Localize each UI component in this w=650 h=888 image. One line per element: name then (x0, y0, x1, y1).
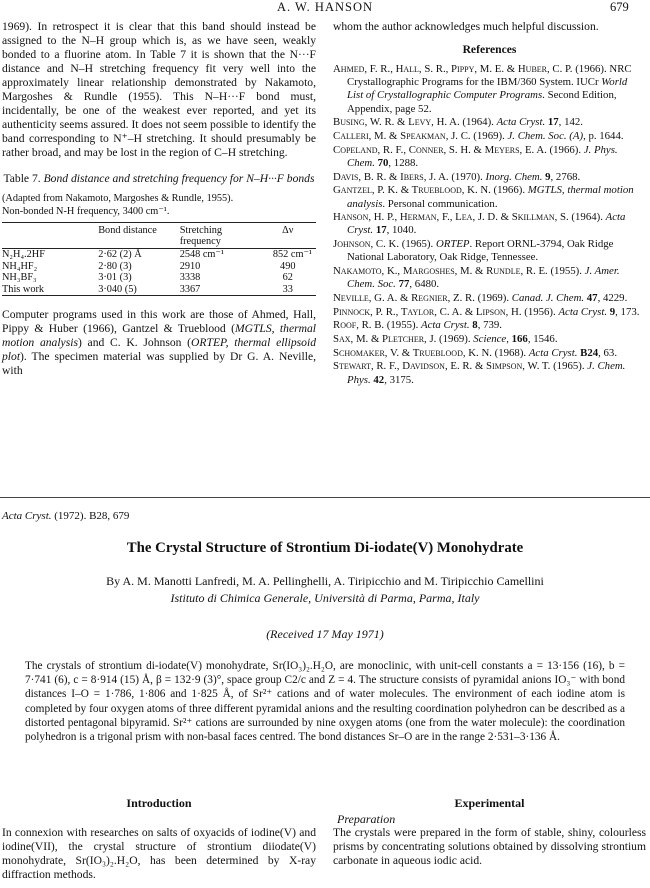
reference-text: Acta Cryst. (558, 305, 608, 318)
reference-text: (1965). (550, 360, 588, 373)
reference-item (333, 130, 646, 143)
reference-text: (1969). (474, 291, 512, 304)
references-list (333, 63, 646, 387)
reference-authors: Stewart, R. F., Davidson, E. R. & Simpson, W. T. (333, 360, 551, 373)
journal-volume: (1972). B28, 679 (51, 510, 130, 522)
table7 (2, 222, 316, 296)
reference-item (333, 319, 646, 332)
reference-text: , 1546. (527, 333, 558, 346)
table7-header-cell: Δν (282, 225, 294, 236)
table-cell: 2548 cm⁻¹ (179, 249, 224, 260)
reference-text: (1955). (547, 265, 585, 278)
table-cell: 2·80 (3) (98, 260, 132, 272)
left-paragraph-1: 1969). In retrospect it is clear that this band should instead be assigned to the N–H group which is, as we have seen, weakly bonded to a fluorine atom. In Table 7 it is shown that the N···F distance and N–H stretching frequency fit very well into the approximately linear relationship demonstrated by Nakamoto, Margoshes & Rundle (1955). This N–H···F bond must, incidentally, be one of the weakest ever reported, and yet its authenticity seems assured. It does not seem possible to identify the band corresponding to N⁺–H stretching. It should presumably be rather broad, and may be lost in the region of C–H stretching. (2, 20, 316, 159)
reference-authors: Sax, M. & Pletcher, J. (333, 333, 437, 346)
reference-authors: Hanson, H. P., Herman, F., Lea, J. D. & Skillman, S. (333, 211, 569, 224)
table-cell: 3·040 (5) (98, 283, 137, 295)
table7-header-cell: Bond distance (98, 225, 157, 236)
reference-text: (1966). (546, 143, 584, 156)
table7-caption-number: Table 7. (3, 172, 41, 185)
reference-text: 70 (377, 156, 389, 169)
reference-text: 77 (398, 278, 410, 291)
reference-text: , 2768. (550, 170, 581, 183)
reference-text: 42 (373, 373, 385, 386)
reference-text: Acta Cryst. (347, 211, 626, 237)
reference-text: (1964). (459, 116, 497, 129)
left-paragraph-2 (2, 308, 316, 378)
reference-text: J. Chem. Phys. (347, 360, 626, 386)
table-row (2, 272, 316, 284)
reference-text: 8 (472, 319, 478, 332)
table7-note (2, 193, 316, 218)
received-date: (Received 17 May 1971) (266, 627, 384, 641)
reference-item (333, 116, 646, 129)
reference-text: 166 (511, 333, 528, 346)
table-cell: NH₄HF₂ (2, 260, 38, 272)
table-row (2, 261, 316, 273)
reference-authors: Davis, B. R. & Ibers, J. A. (333, 170, 449, 183)
reference-text: J. Amer. Chem. Soc. (347, 265, 620, 291)
reference-text: , 173. (615, 305, 640, 318)
reference-text: World List of Crystallographic Computer Programs (347, 76, 628, 102)
reference-text: , 4229. (597, 291, 628, 304)
reference-text: . Personal communication. (382, 197, 498, 210)
right-column (333, 20, 646, 387)
text-run: ). The specimen material was supplied by Dr G. A. Neville, with (2, 350, 316, 377)
article-authors: By A. M. Manotti Lanfredi, M. A. Pellinghelli, A. Tiripicchio and M. Tiripicchio Camellini (106, 574, 544, 588)
reference-item (333, 184, 646, 210)
table-cell: 490 (280, 260, 296, 272)
reference-text: Acta Cryst. (496, 116, 546, 129)
table-cell: This work (2, 283, 45, 295)
section-heading-experimental: Experimental (454, 796, 525, 810)
text-run: ) and C. K. Johnson ( (77, 336, 192, 349)
reference-authors: Roof, R. B. (333, 319, 385, 332)
table-cell: 852 cm⁻¹ (272, 249, 312, 260)
introduction-text: In connexion with researches on salts of oxyacids of iodine(V) and iodine(VII), the crystal structure of strontium diiodate(V) monohydrate, Sr(IO₃)₂.H₂O, has been determined by X-ray diffraction methods. (2, 826, 316, 881)
reference-item (333, 333, 646, 346)
table-cell: N₂H₄.2HF (2, 249, 45, 260)
table7-header-cell (2, 223, 98, 249)
reference-authors: Schomaker, V. & Trueblood, K. N. (333, 346, 492, 359)
reference-text: (1969). (470, 130, 508, 143)
reference-text: . Second Edition, Appendix, page 52. (347, 89, 617, 115)
reference-text: 9 (545, 170, 551, 183)
table-cell: 62 (282, 272, 293, 283)
reference-text: (1966). NRC Crystallographic Programs for the IBM/360 System. IUCr (347, 63, 632, 89)
table-cell: NH₃BF₃ (2, 272, 37, 283)
table-cell: 3·01 (3) (98, 272, 132, 283)
reference-authors: Calleri, M. & Speakman, J. C. (333, 130, 471, 143)
text-run: Computer programs used in this work are those of Ahmed, Hall, Pippy & Huber (1966), Gantzel & Trueblood ( (2, 308, 316, 335)
reference-text: Science (473, 333, 507, 346)
article-affiliation: Istituto di Chimica Generale, Università di Parma, Parma, Italy (170, 591, 480, 605)
table7-header-row (2, 223, 316, 249)
abstract: The crystals of strontium di-iodate(V) monohydrate, Sr(IO₃)₂.H₂O, are monoclinic, with unit-cell constants a = 13·156 (16), b = 7·741 (6), c = 8·914 (15) Å, β = 132·9 (3)°, space group C2/c and Z = 4. The structure consists of pyramidal anions IO₃⁻ with bond distances I–O = 1·786, 1·806 and 1·825 Å, of Sr²⁺ cations and of water molecules. The environment of each iodine atom is completed by four oxygen atoms of three different pyramidal anions and the resulting coordination polyhedron can be described as a distorted pentagonal bipyramid. Sr²⁺ cations are surrounded by nine oxygen atoms (one from the water molecule): the coordination polyhedron is a trigonal prism with non-basal faces centred. The bond distances Sr–O are in the range 2·531–3·136 Å. (25, 660, 625, 744)
reference-item (333, 347, 646, 360)
article-title: The Crystal Structure of Strontium Di-iodate(V) Monohydrate (126, 540, 524, 556)
reference-text: MGTLS, thermal motion analysis (347, 184, 634, 210)
table-cell: 2·62 (2) Å (98, 249, 142, 260)
table7-caption (2, 172, 316, 186)
reference-text: (1965). (399, 238, 436, 251)
table7-note-source: (Adapted from Nakamoto, Margoshes & Rundle, 1955). (2, 193, 234, 204)
table7-header-cell: Stretching frequency (179, 225, 223, 247)
reference-item (333, 292, 646, 305)
reference-item (333, 360, 646, 386)
reference-text: , (506, 333, 512, 346)
preparation-text: The crystals were prepared in the form of stable, shiny, colourless prisms by concentrating solutions obtained by dissolving strontium carbonate in aqueous iodic acid. (333, 826, 646, 867)
journal-citation (2, 510, 129, 522)
reference-text: Acta Cryst. (528, 346, 578, 359)
reference-authors: Ahmed, F. R., Hall, S. R., Pippy, M. E. & Huber, C. P. (333, 63, 573, 75)
reference-text: 17 (547, 116, 559, 129)
reference-text: , 1288. (388, 156, 419, 169)
reference-text: (1970). (448, 170, 486, 183)
reference-text: , 63. (598, 346, 618, 359)
reference-authors: Gantzel, P. K. & Trueblood, K. N. (333, 184, 491, 197)
section-heading-introduction: Introduction (126, 796, 192, 810)
table7-caption-text: Bond distance and stretching frequency for N–H···F bonds (43, 172, 315, 185)
reference-text: 47 (586, 291, 598, 304)
table-row (2, 284, 316, 296)
reference-text: Acta Cryst. (421, 319, 470, 332)
reference-text: (1968). (491, 346, 529, 359)
reference-text: , p. 1644. (583, 130, 624, 143)
reference-text: , 1040. (386, 224, 417, 237)
reference-item (333, 306, 646, 319)
reference-item (333, 238, 646, 264)
table-cell: 33 (282, 283, 293, 295)
reference-text: 17 (375, 224, 387, 237)
text-run-italic: ORTEP, thermal ellipsoid plot (2, 336, 316, 363)
right-paragraph-1: whom the author acknowledges much helpful discussion. (333, 20, 599, 33)
references-heading: References (462, 43, 517, 56)
table-cell: 3367 (179, 283, 201, 295)
article-divider (0, 497, 650, 498)
journal-name: Acta Cryst. (2, 510, 52, 522)
reference-text: , 142. (558, 116, 583, 129)
reference-authors: Pinnock, P. R., Taylor, C. A. & Lipson, H. (333, 305, 522, 318)
reference-authors: Busing, W. R. & Levy, H. A. (333, 116, 460, 129)
reference-text: (1969). (436, 333, 474, 346)
reference-text: Canad. J. Chem. (511, 291, 585, 304)
reference-authors: Copeland, R. F., Conner, S. H. & Meyers, E. A. (333, 143, 547, 156)
reference-text: . Report ORNL-3794, Oak Ridge National Laboratory, Oak Ridge, Tennessee. (347, 238, 614, 264)
reference-text: (1956). (521, 305, 559, 318)
table-cell: 2910 (179, 260, 201, 272)
table-cell: 3338 (179, 272, 201, 283)
reference-text: (1966). (490, 184, 528, 197)
reference-authors: Johnson, C. K. (333, 238, 400, 251)
reference-text: , 6480. (409, 278, 440, 291)
reference-item (333, 144, 646, 170)
reference-text: , 3175. (384, 373, 414, 386)
reference-text: 9 (609, 305, 616, 318)
subsection-heading-preparation: Preparation (337, 812, 396, 826)
left-column (2, 20, 316, 378)
reference-text: B24 (580, 346, 599, 359)
reference-item (333, 63, 646, 116)
reference-authors: Neville, G. A. & Regnier, Z. R. (333, 291, 475, 304)
table7-note-frequency: Non-bonded N-H frequency, 3400 cm⁻¹. (2, 205, 170, 217)
reference-authors: Nakamoto, K., Margoshes, M. & Rundle, R. E. (333, 265, 548, 278)
text-run-italic: MGTLS, thermal motion analysis (2, 322, 316, 349)
page-number: 679 (610, 0, 629, 14)
reference-text: , 739. (477, 319, 502, 332)
reference-item (333, 171, 646, 184)
reference-text: Inorg. Chem. (485, 170, 543, 183)
reference-text: (1964). (568, 211, 606, 224)
reference-text: J. Chem. Soc. (A) (507, 130, 584, 143)
reference-item (333, 265, 646, 291)
reference-item (333, 211, 646, 237)
running-header-author: A. W. HANSON (276, 0, 374, 14)
reference-text: J. Phys. Chem. (347, 143, 618, 169)
reference-text: ORTEP (435, 238, 470, 251)
reference-text: (1955). (384, 319, 421, 332)
table-row (2, 249, 316, 261)
